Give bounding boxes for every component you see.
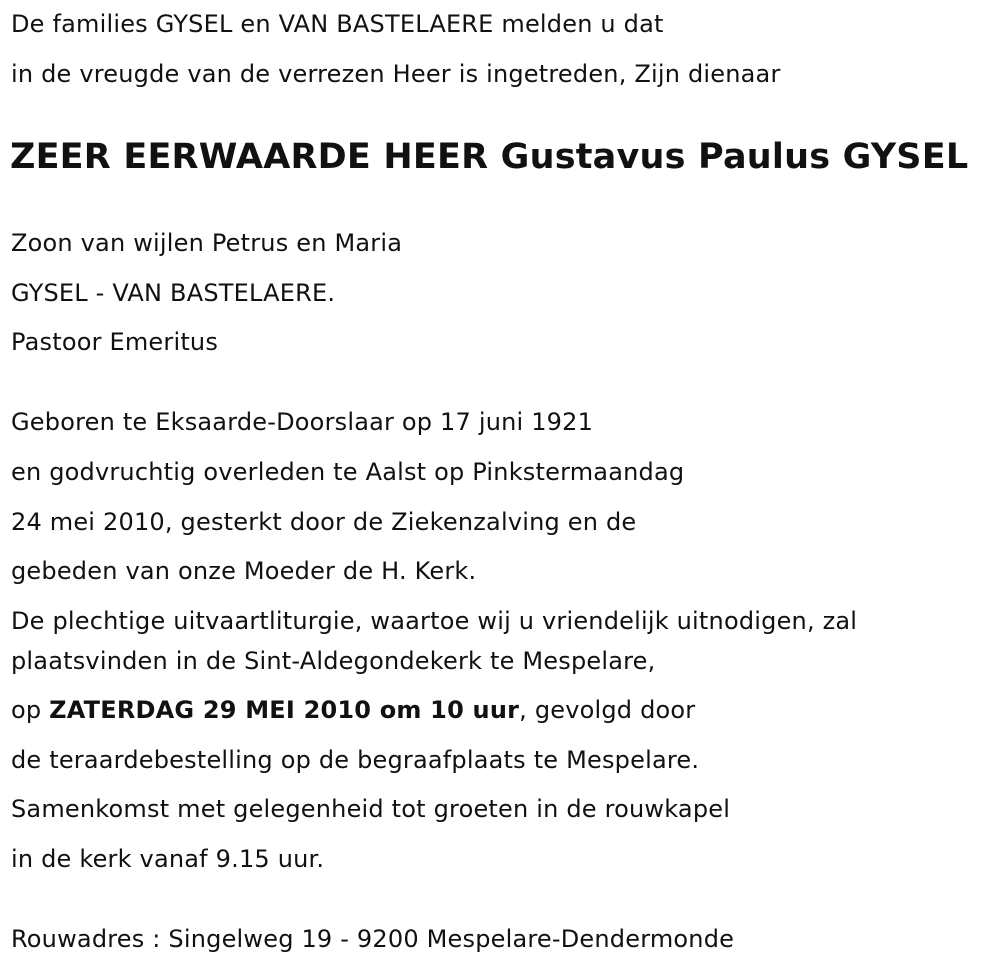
death-line: en godvruchtig overleden te Aalst op Pinkstermaandag [11, 458, 685, 486]
gathering-line-2: in de kerk vanaf 9.15 uur. [11, 845, 325, 873]
burial-line: de teraardebestelling op de begraafplaats te Mespelare. [11, 746, 700, 774]
service-prefix: op [11, 696, 50, 724]
parents-line-1: Zoon van wijlen Petrus en Maria [11, 229, 403, 257]
gathering-line-1: Samenkomst met gelegenheid tot groeten in de rouwkapel [11, 795, 731, 823]
parents-line-2: GYSEL - VAN BASTELAERE. [11, 279, 336, 307]
service-line [11, 696, 695, 724]
birth-line: Geboren te Eksaarde-Doorslaar op 17 juni 1921 [11, 408, 594, 436]
service-suffix: , gevolgd door [519, 696, 696, 724]
deceased-name-heading: ZEER EERWAARDE HEER Gustavus Paulus GYSEL [10, 137, 969, 177]
church-line: gebeden van onze Moeder de H. Kerk. [11, 557, 477, 585]
title-emeritus: Pastoor Emeritus [11, 328, 219, 356]
invitation-line-2: plaatsvinden in de Sint-Aldegondekerk te Mespelare, [11, 647, 656, 675]
mourning-address: Rouwadres : Singelweg 19 - 9200 Mespelare-Dendermonde [11, 925, 735, 953]
invitation-line-1: De plechtige uitvaartliturgie, waartoe wij u vriendelijk uitnodigen, zal [11, 607, 858, 635]
intro-line-2: in de vreugde van de verrezen Heer is ingetreden, Zijn dienaar [11, 60, 781, 88]
service-datetime: ZATERDAG 29 MEI 2010 om 10 uur [49, 696, 520, 724]
intro-line-1: De families GYSEL en VAN BASTELAERE melden u dat [11, 10, 664, 38]
death-date-line: 24 mei 2010, gesterkt door de Ziekenzalving en de [11, 508, 637, 536]
